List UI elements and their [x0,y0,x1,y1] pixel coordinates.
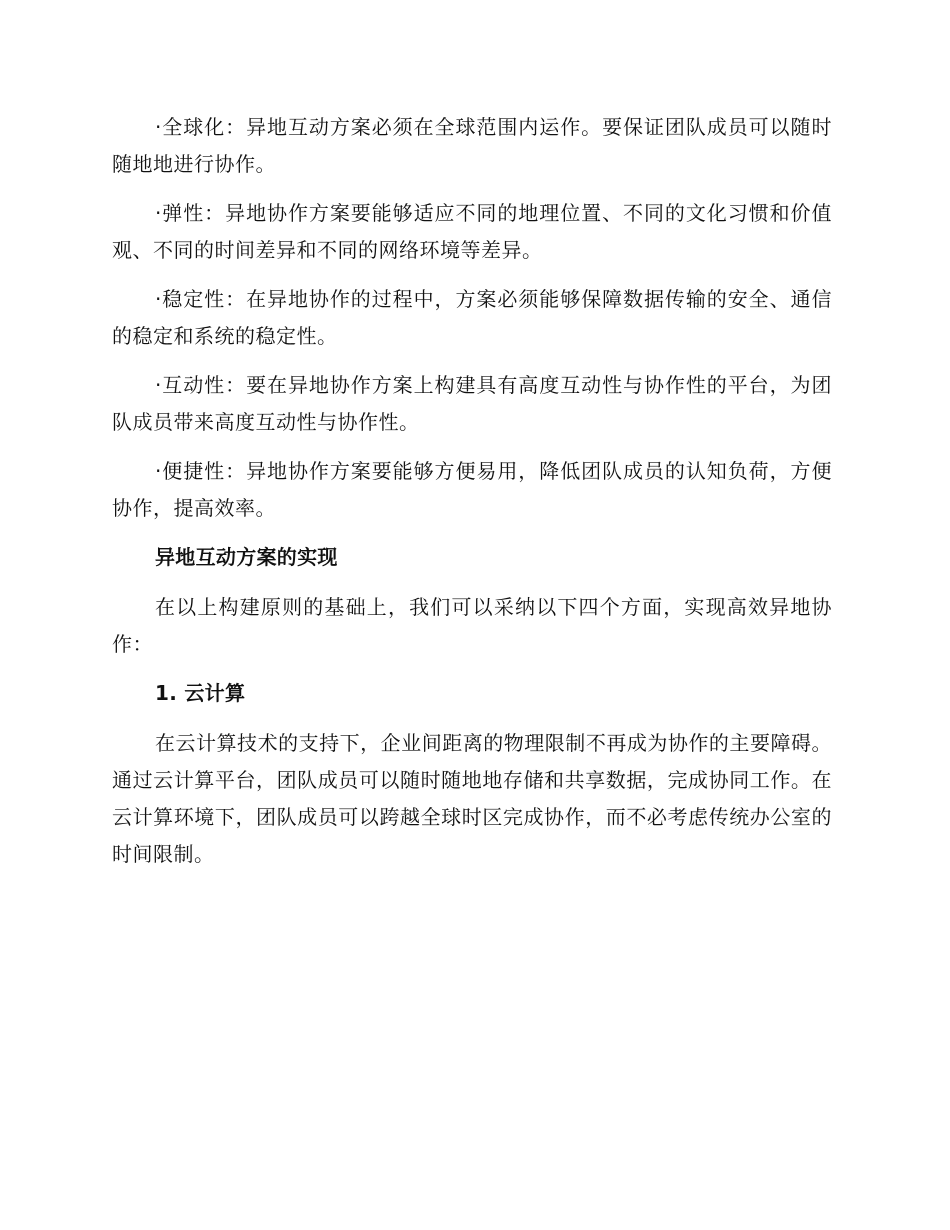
document-body [112,109,832,885]
cloud-paragraph: 在云计算技术的支持下，企业间距离的物理限制不再成为协作的主要障碍。通过云计算平台，团队成员可以随时随地地存储和共享数据，完成协同工作。在云计算环境下，团队成员可以跨越全球时区完成协作，而不必考虑传统办公室的时间限制。 [112,731,832,866]
bullet-globalization: ·全球化：异地互动方案必须在全球范围内运作。要保证团队成员可以随时随地地进行协作。 [112,115,832,176]
bullet-flexibility: ·弹性：异地协作方案要能够适应不同的地理位置、不同的文化习惯和价值观、不同的时间差异和不同的网络环境等差异。 [112,201,832,262]
subsection-heading-cloud: 1. 云计算 [155,681,246,705]
section-heading: 异地互动方案的实现 [155,545,338,569]
bullet-stability: ·稳定性：在异地协作的过程中，方案必须能够保障数据传输的安全、通信的稳定和系统的稳定性。 [112,287,832,348]
intro-paragraph: 在以上构建原则的基础上，我们可以采纳以下四个方面，实现高效异地协作： [112,595,832,656]
bullet-convenience: ·便捷性：异地协作方案要能够方便易用，降低团队成员的认知负荷，方便协作，提高效率。 [112,459,832,520]
bullet-interactivity: ·互动性：要在异地协作方案上构建具有高度互动性与协作性的平台，为团队成员带来高度互动性与协作性。 [112,373,832,434]
